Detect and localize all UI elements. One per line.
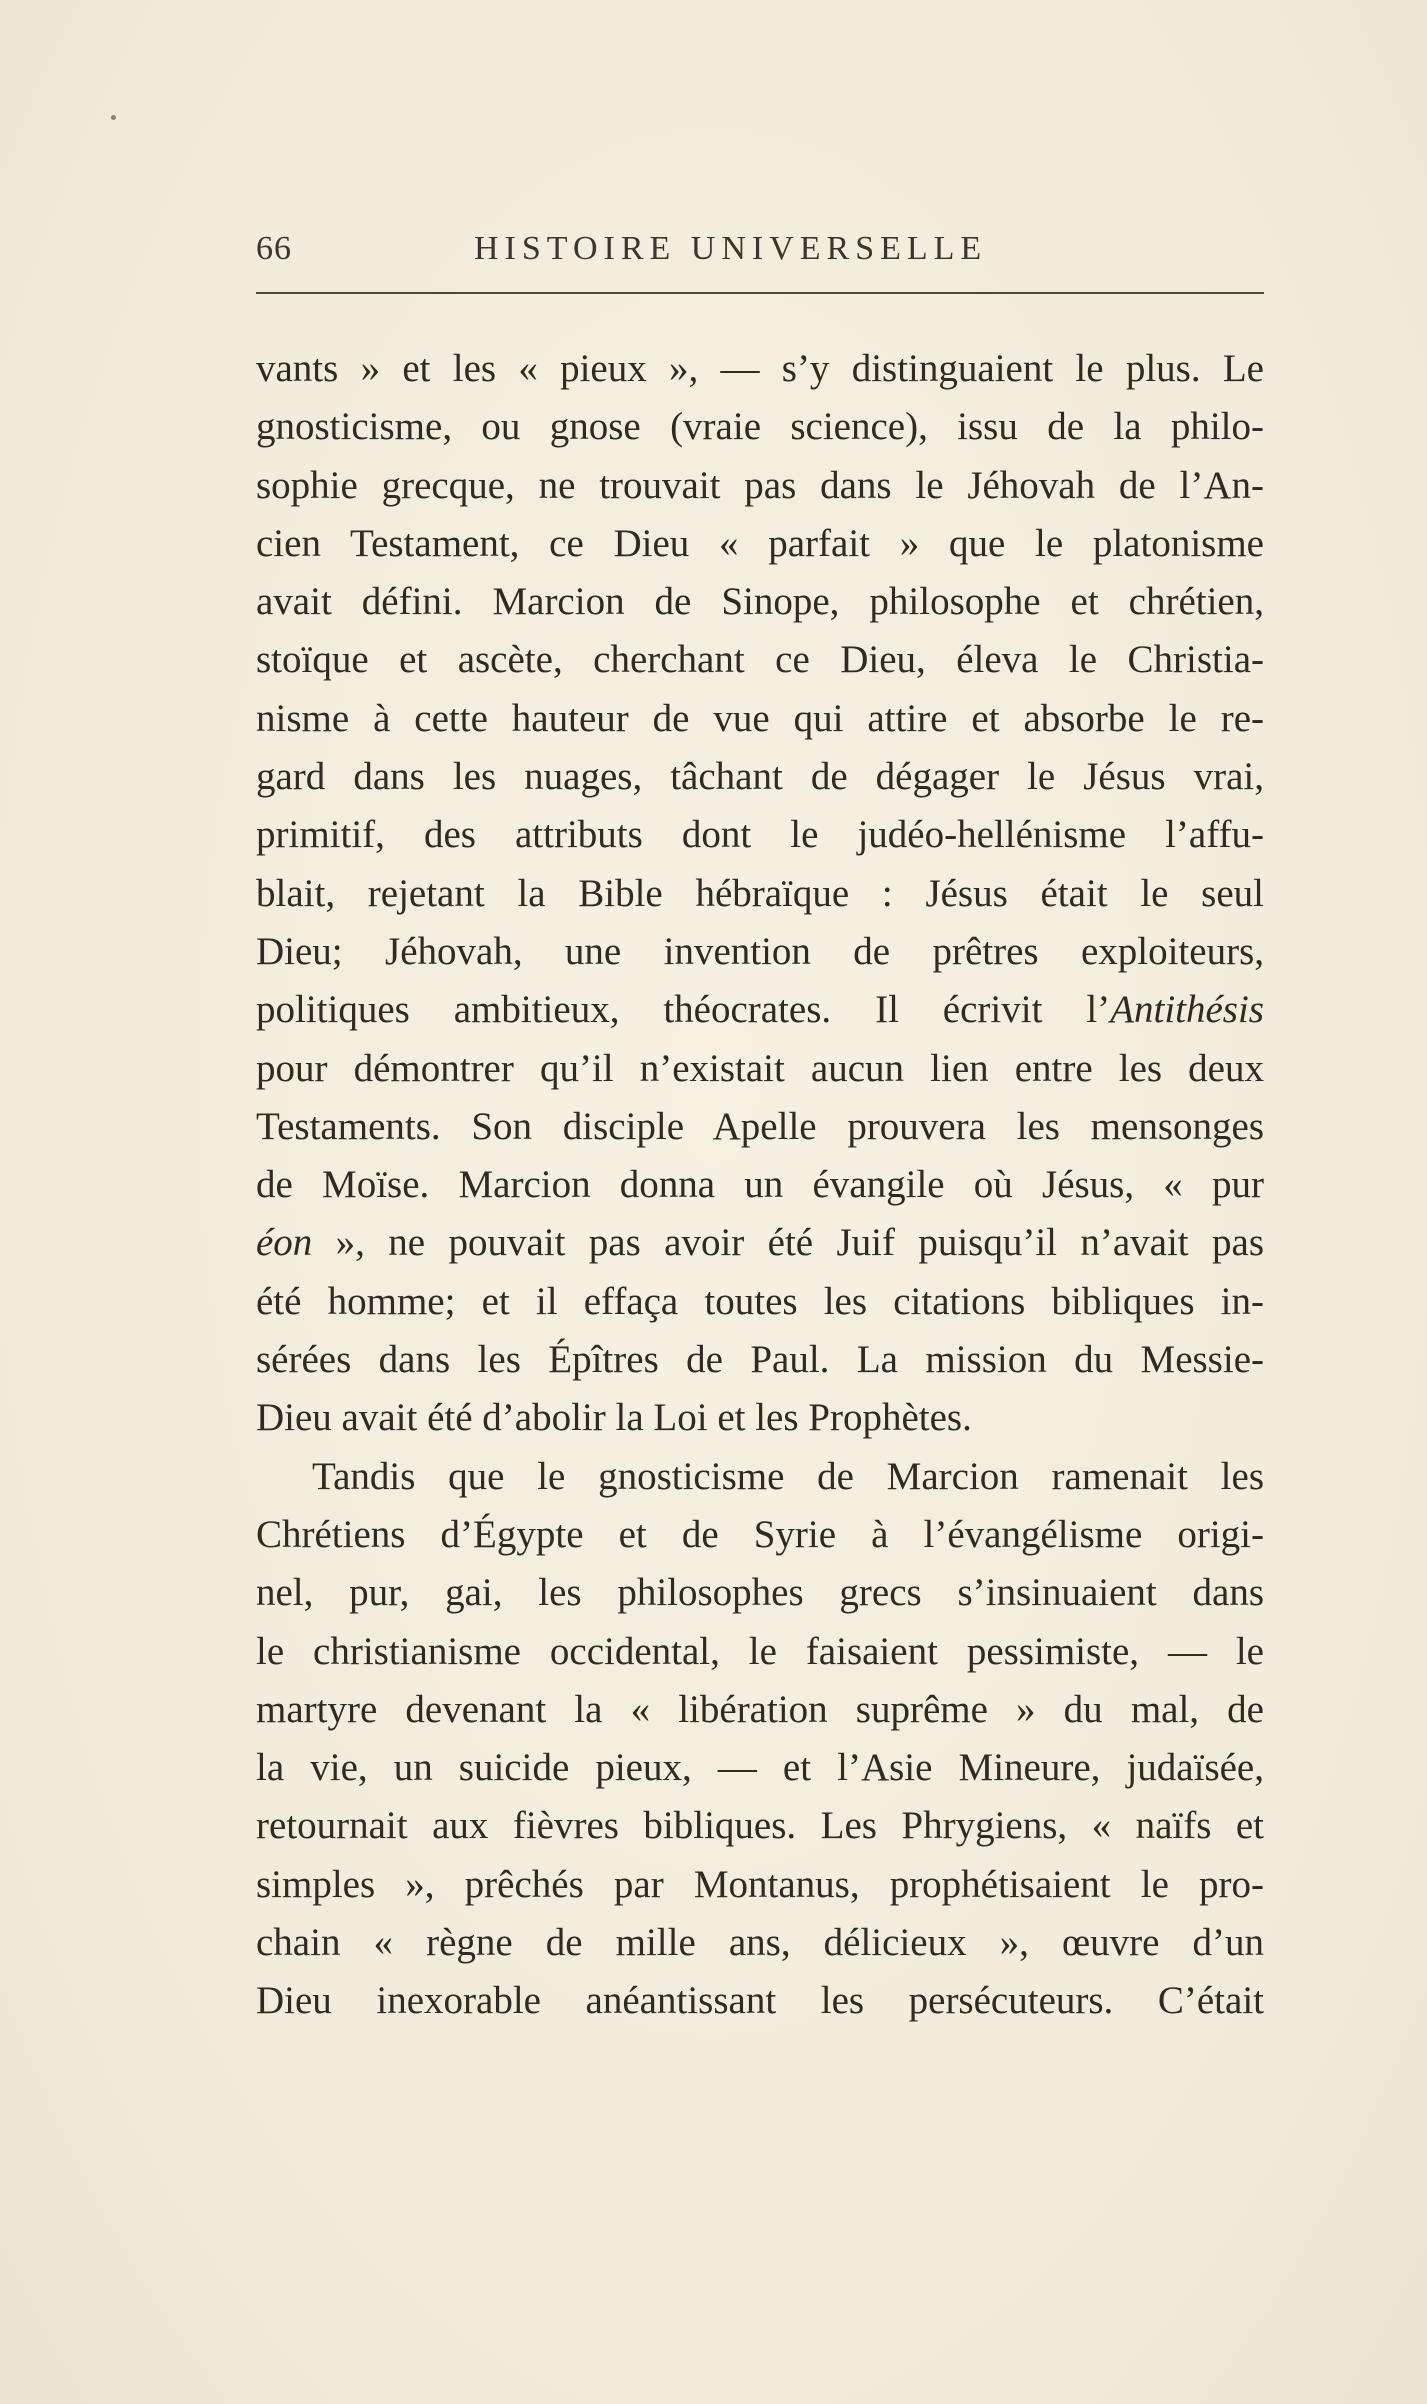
text-line: gnosticisme, ou gnose (vraie science), issu de la philo-: [256, 405, 1264, 449]
paragraph-start-line: Tandis que le gnosticisme de Marcion ramenait les: [312, 1454, 1264, 1498]
text-line: chain « règne de mille ans, délicieux », œuvre d’un: [256, 1921, 1264, 1965]
text-line: nel, pur, gai, les philosophes grecs s’insinuaient dans: [256, 1571, 1264, 1615]
text-line: stoïque et ascète, cherchant ce Dieu, éleva le Christia-: [256, 638, 1264, 682]
text-line: simples », prêchés par Montanus, prophétisaient le pro-: [256, 1862, 1264, 1906]
text-line: Chrétiens d’Égypte et de Syrie à l’évangélisme origi-: [256, 1512, 1264, 1556]
text-line: été homme; et il effaça toutes les citations bibliques in-: [256, 1279, 1264, 1323]
text-line: sérées dans les Épîtres de Paul. La mission du Messie-: [256, 1338, 1264, 1382]
text-line: [256, 981, 1264, 1039]
text-line: cien Testament, ce Dieu « parfait » que le platonisme: [256, 521, 1264, 565]
paper-speck: [111, 115, 116, 120]
running-head: HISTOIRE UNIVERSELLE: [474, 230, 988, 267]
text-line: le christianisme occidental, le faisaient pessimiste, — le: [256, 1629, 1264, 1673]
text-line: nisme à cette hauteur de vue qui attire et absorbe le re-: [256, 696, 1264, 740]
text-line: la vie, un suicide pieux, — et l’Asie Mineure, judaïsée,: [256, 1746, 1264, 1790]
italic-title: Antithésis: [1110, 988, 1264, 1032]
text-line: avait défini. Marcion de Sinope, philosophe et chrétien,: [256, 580, 1264, 624]
text-line: Dieu inexorable anéantissant les persécuteurs. C’était: [256, 1979, 1264, 2023]
text-run: », ne pouvait pas avoir été Juif puisqu’il n’avait pas: [312, 1221, 1264, 1265]
text-line: blait, rejetant la Bible hébraïque : Jésus était le seul: [256, 871, 1264, 915]
text-line: vants » et les « pieux », — s’y distinguaient le plus. Le: [256, 347, 1264, 390]
italic-word: éon: [256, 1221, 313, 1265]
text-line: gard dans les nuages, tâchant de dégager le Jésus vrai,: [256, 755, 1264, 799]
page-header: [256, 222, 1264, 272]
text-line: pour démontrer qu’il n’existait aucun lien entre les deux: [256, 1046, 1264, 1090]
text-line: primitif, des attributs dont le judéo-hellénisme l’affu-: [256, 813, 1264, 857]
text-line: Dieu avait été d’abolir la Loi et les Prophètes.: [256, 1396, 972, 1440]
text-line: [256, 1214, 1264, 1272]
text-line: martyre devenant la « libération suprême » du mal, de: [256, 1687, 1264, 1731]
text-line: sophie grecque, ne trouvait pas dans le Jéhovah de l’An-: [256, 463, 1264, 507]
text-line: Dieu; Jéhovah, une invention de prêtres exploiteurs,: [256, 929, 1264, 973]
text-line: de Moïse. Marcion donna un évangile où Jésus, « pur: [256, 1163, 1264, 1207]
text-run: politiques ambitieux, théocrates. Il écrivit l’: [256, 988, 1111, 1032]
body-text: [256, 340, 1264, 2031]
text-line: Testaments. Son disciple Apelle prouvera les mensonges: [256, 1104, 1264, 1148]
header-rule: [256, 292, 1264, 294]
text-line: retournait aux fièvres bibliques. Les Phrygiens, « naïfs et: [256, 1804, 1264, 1848]
page-number: 66: [256, 230, 292, 267]
